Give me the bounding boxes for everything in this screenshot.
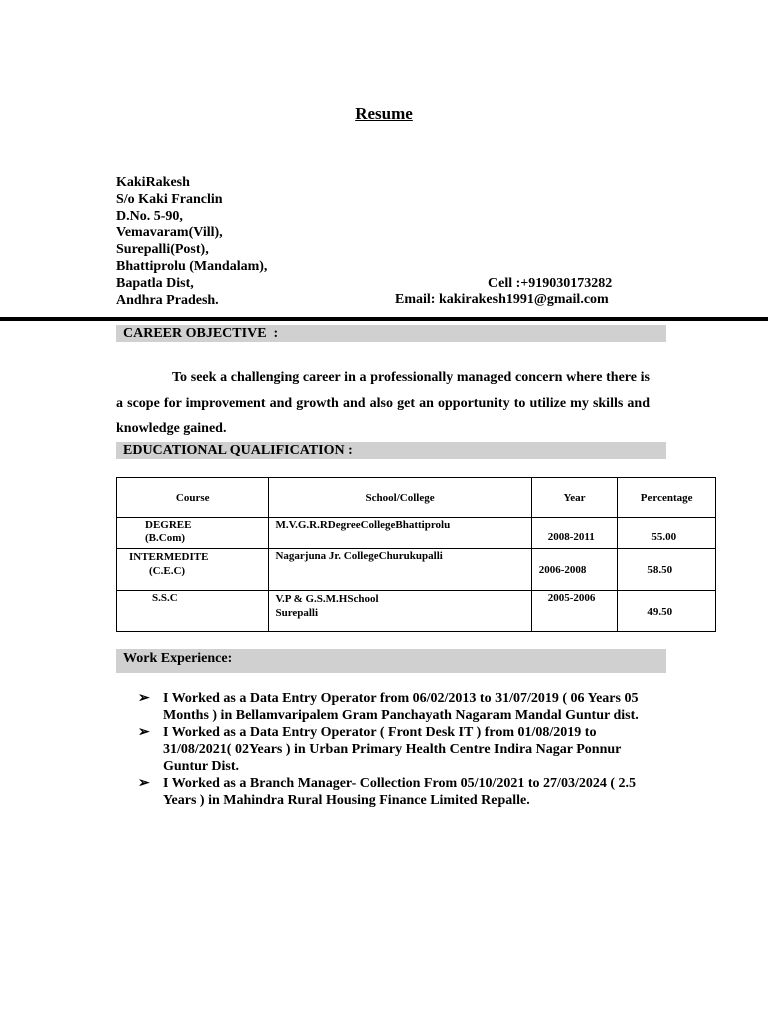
course-cell	[117, 591, 269, 632]
phone-number: Cell :+919030173282	[488, 276, 613, 291]
address-line: D.No. 5-90,	[116, 208, 183, 224]
address-line: Bapatla Dist,	[116, 275, 194, 291]
address-line: Surepalli(Post),	[116, 242, 209, 258]
school-name: V.P & G.S.M.HSchool	[275, 593, 379, 605]
email-address: Email: kakirakesh1991@gmail.com	[395, 292, 609, 307]
education-heading: EDUCATIONAL QUALIFICATION :	[116, 442, 666, 459]
percentage-value: 49.50	[647, 606, 673, 618]
course-cell	[117, 549, 269, 591]
education-table	[116, 477, 716, 632]
address-line: S/o Kaki Franclin	[116, 191, 223, 207]
address-line: Bhattiprolu (Mandalam),	[116, 258, 268, 274]
year-value: 2005-2006	[547, 592, 596, 604]
divider	[0, 317, 768, 321]
page-title: Resume	[355, 104, 413, 123]
work-item-text: I Worked as a Data Entry Operator from 06/02/2013 to 31/07/2019 ( 06 Years 05 Months ) in Bellamvaripalem Gram Panchayath Nagaram Mandal Guntur dist.	[163, 691, 639, 723]
work-item-text: I Worked as a Data Entry Operator ( Front Desk IT ) from 01/08/2019 to 31/08/2021( 02Years ) in Urban Primary Health Centre Indira Nagar Ponnur Guntur Dist.	[163, 725, 622, 774]
year-value: 2008-2011	[547, 531, 595, 543]
school-cell	[269, 518, 531, 549]
school-name: Nagarjuna Jr. CollegeChurukupalli	[275, 550, 443, 562]
course-name: INTERMEDITE	[129, 551, 209, 563]
column-header-year: Year	[531, 478, 618, 518]
table-row	[117, 518, 716, 549]
course-cell	[117, 518, 269, 549]
name: KakiRakesh	[116, 175, 190, 190]
school-location: Surepalli	[275, 607, 319, 619]
career-objective-heading: CAREER OBJECTIVE :	[116, 325, 666, 342]
percentage-cell	[618, 549, 716, 591]
school-cell	[269, 591, 531, 632]
percentage-cell	[618, 518, 716, 549]
school-cell	[269, 549, 531, 591]
arrow-bullet-icon: ➢	[138, 691, 150, 706]
percentage-cell	[618, 591, 716, 632]
arrow-bullet-icon: ➢	[138, 776, 150, 791]
year-cell	[531, 591, 618, 632]
column-header-school: School/College	[269, 478, 531, 518]
address-block	[116, 175, 267, 309]
list-item	[138, 690, 658, 724]
table-header-row	[117, 478, 716, 518]
year-value: 2006-2008	[538, 564, 587, 576]
course-name: S.S.C	[152, 592, 178, 604]
column-header-course: Course	[117, 478, 269, 518]
percentage-value: 55.00	[651, 531, 677, 543]
percentage-value: 58.50	[647, 564, 673, 576]
year-cell	[531, 549, 618, 591]
year-cell	[531, 518, 618, 549]
work-item-text: I Worked as a Branch Manager- Collection From 05/10/2021 to 27/03/2024 ( 2.5 Years ) in Mahindra Rural Housing Finance Limited Repalle.	[163, 776, 636, 808]
work-experience-heading: Work Experience:	[116, 649, 666, 673]
course-name: DEGREE	[145, 519, 192, 531]
address-line: Vemavaram(Vill),	[116, 225, 223, 241]
school-name: M.V.G.R.RDegreeCollegeBhattiprolu	[275, 519, 451, 531]
address-line: Andhra Pradesh.	[116, 292, 219, 308]
course-detail: (B.Com)	[145, 532, 186, 544]
column-header-percentage: Percentage	[618, 478, 716, 518]
list-item	[138, 775, 658, 809]
table-row	[117, 591, 716, 632]
career-objective-text: To seek a challenging career in a professionally managed concern where there is a scope for improvement and growth and also get an opportunity to utilize my skills and knowledge gained.	[116, 370, 650, 436]
table-row	[117, 549, 716, 591]
arrow-bullet-icon: ➢	[138, 725, 150, 740]
course-detail: (C.E.C)	[149, 565, 186, 577]
list-item	[138, 724, 658, 775]
work-experience-list	[138, 690, 658, 809]
